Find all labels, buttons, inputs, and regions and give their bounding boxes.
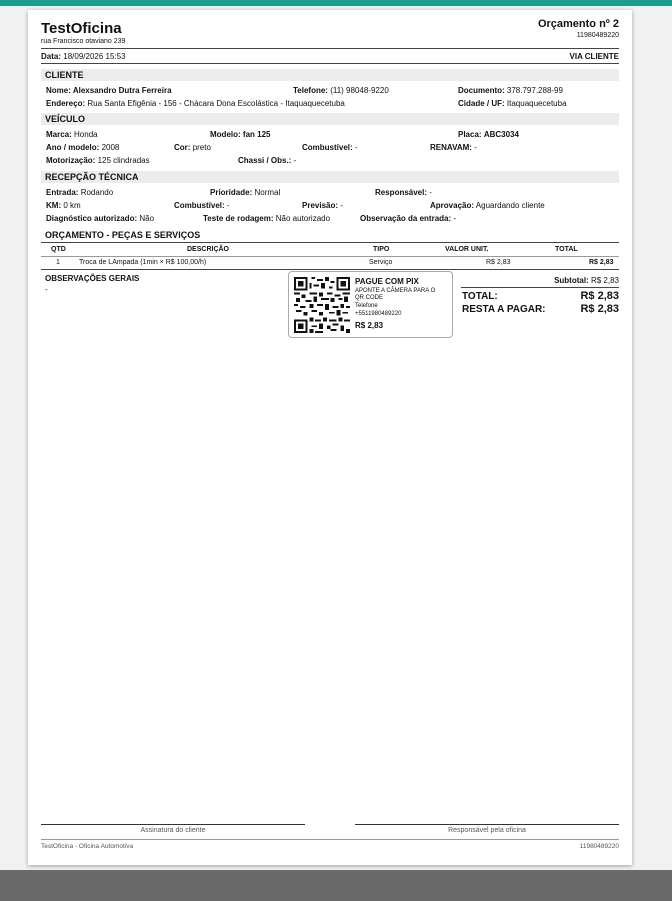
responsible-signature-label: Responsável pela oficina: [448, 827, 526, 834]
vehicle-plate: Placa: ABC3034: [458, 130, 519, 139]
col-description: DESCRIÇÃO: [187, 246, 230, 253]
row-description: Troca de LAmpada (1min × R$ 100,00/h): [79, 259, 207, 266]
reception-priority: Prioridade: Normal: [210, 188, 281, 197]
reception-diagnosis: Diagnóstico autorizado: Não: [46, 214, 155, 223]
viewer-bottom-bar: [0, 870, 672, 901]
budget-title: Orçamento nº 2: [537, 18, 619, 30]
reception-entry: Entrada: Rodando: [46, 188, 114, 197]
header-divider: [41, 48, 619, 49]
copy-label: VIA CLIENTE: [569, 52, 619, 61]
reception-responsible: Responsável: -: [375, 188, 432, 197]
row-type: Serviço: [369, 259, 393, 266]
pix-payment-box: [288, 271, 453, 338]
pix-instruction-1: APONTE A CÂMERA PARA O: [355, 288, 436, 294]
vehicle-brand: Marca: Honda: [46, 130, 98, 139]
vehicle-fuel: Combustível: -: [302, 143, 358, 152]
reception-approval: Aprovação: Aguardando cliente: [430, 201, 545, 210]
pix-title: PAGUE COM PIX: [355, 277, 419, 286]
reception-fuel: Combustível: -: [174, 201, 230, 210]
col-qty: QTD: [51, 246, 66, 253]
table-top-border: [41, 242, 619, 243]
notes-text: -: [45, 285, 48, 294]
pix-amount: R$ 2,83: [355, 321, 384, 330]
client-section-heading: CLIENTE: [41, 69, 619, 81]
footer-right: 11980489220: [579, 843, 619, 850]
row-total: R$ 2,83: [589, 259, 614, 266]
top-accent-bar: [0, 0, 672, 6]
total-label: TOTAL:: [462, 291, 498, 302]
vehicle-engine: Motorização: 125 clindradas: [46, 156, 150, 165]
vehicle-renavam: RENAVAM: -: [430, 143, 477, 152]
col-total: TOTAL: [555, 246, 578, 253]
remaining-label: RESTA A PAGAR:: [462, 304, 546, 315]
footer-left: TestOficina - Oficina Automotiva: [41, 843, 134, 850]
col-unit-value: VALOR UNIT.: [445, 246, 489, 253]
footer-divider: [41, 839, 619, 840]
date-divider: [41, 63, 619, 64]
pix-instruction-2: QR CODE: [355, 295, 384, 301]
vehicle-year: Ano / modelo: 2008: [46, 143, 120, 152]
reception-section-heading: RECEPÇÃO TÉCNICA: [41, 171, 619, 183]
reception-forecast: Previsão: -: [302, 201, 343, 210]
totals-divider: [461, 287, 619, 288]
budget-date: Data: 18/09/2026 15:53: [41, 52, 126, 61]
pix-qr-code: [294, 277, 350, 333]
vehicle-chassis: Chassi / Obs.: -: [238, 156, 297, 165]
col-type: TIPO: [373, 246, 390, 253]
reception-road-test: Teste de rodagem: Não autorizado: [203, 214, 331, 223]
client-city: Cidade / UF: Itaquaquecetuba: [458, 99, 567, 108]
shop-phone: 11980489220: [576, 32, 619, 39]
table-bottom-border: [41, 269, 619, 270]
vehicle-color: Cor: preto: [174, 143, 211, 152]
client-signature-line: [41, 824, 305, 825]
responsible-signature-line: [355, 824, 619, 825]
shop-address: rua Francisco otaviano 239: [41, 38, 126, 45]
pix-key: +5511980489220: [355, 311, 402, 317]
remaining-value: R$ 2,83: [580, 303, 619, 315]
total-value: R$ 2,83: [580, 290, 619, 302]
reception-km: KM: 0 km: [46, 201, 81, 210]
client-signature-label: Assinatura do cliente: [140, 827, 206, 834]
table-header-divider: [41, 256, 619, 257]
subtotal: Subtotal: R$ 2,83: [554, 276, 619, 285]
row-qty: 1: [56, 259, 60, 266]
client-address: Endereço: Rua Santa Efigênia - 156 - Chácara Dona Escolástica - Itaquaquecetuba: [46, 99, 345, 108]
client-name: Nome: Alexsandro Dutra Ferreira: [46, 86, 172, 95]
reception-observation: Observação da entrada: -: [360, 214, 457, 223]
shop-name: TestOficina: [41, 20, 122, 37]
client-document: Documento: 378.797.288-99: [458, 86, 563, 95]
vehicle-section-heading: VEÍCULO: [41, 113, 619, 125]
budget-page: [28, 10, 632, 865]
row-unit-value: R$ 2,83: [486, 259, 511, 266]
client-phone: Telefone: (11) 98048-9220: [293, 86, 389, 95]
pix-key-label: Telefone: [355, 303, 378, 309]
notes-heading: OBSERVAÇÕES GERAIS: [45, 274, 140, 283]
vehicle-model: Modelo: fan 125: [210, 130, 271, 139]
budget-section-heading: ORÇAMENTO - PEÇAS E SERVIÇOS: [45, 230, 201, 240]
